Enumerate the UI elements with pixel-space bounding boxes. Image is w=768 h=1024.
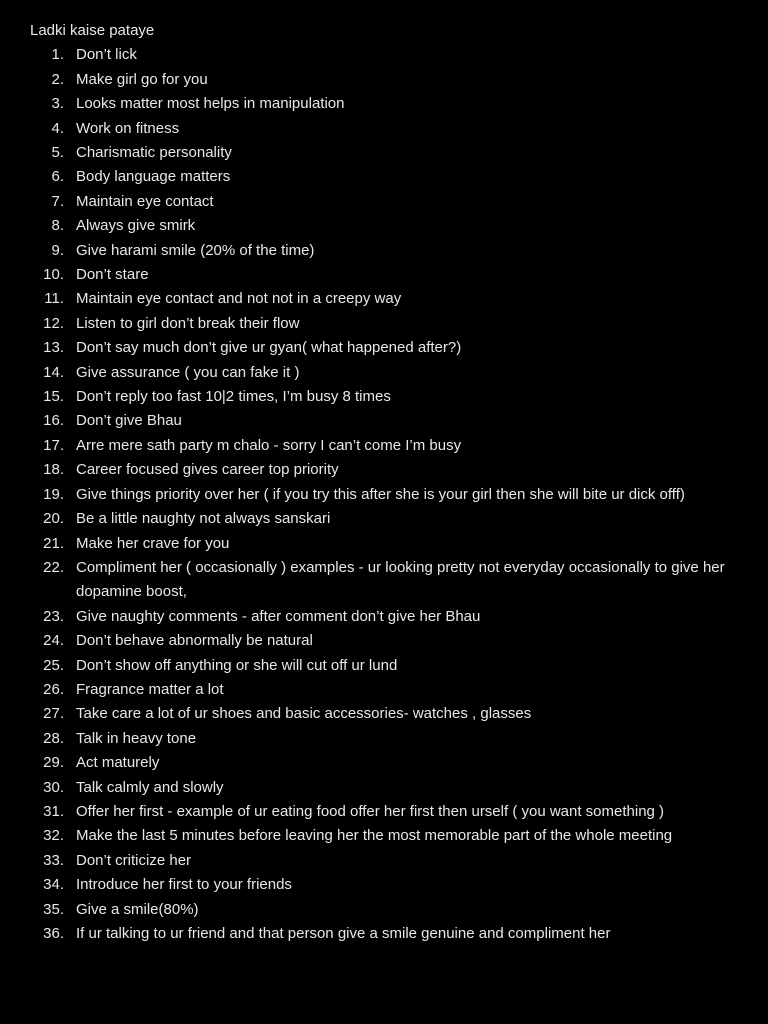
list-item-text: Give things priority over her ( if you try this after she is your girl then she will bite ur dick offf): [76, 485, 685, 503]
list-item[interactable]: [0, 776, 768, 800]
list-item-number: 21.: [43, 534, 64, 552]
list-item[interactable]: [0, 68, 768, 92]
list-item-number: 24.: [43, 632, 64, 650]
list-item-number: 25.: [43, 656, 64, 674]
list-item-number: 31.: [43, 802, 64, 820]
list-item-text: Give a smile(80%): [76, 900, 199, 918]
list-item[interactable]: [0, 898, 768, 922]
list-item[interactable]: [0, 873, 768, 897]
note-title[interactable]: Ladki kaise pataye: [30, 22, 155, 39]
list-item-text: Looks matter most helps in manipulation: [76, 95, 345, 113]
list-item-number: 27.: [43, 705, 64, 723]
list-item[interactable]: [0, 507, 768, 531]
list-item-number: 13.: [43, 339, 64, 357]
list-item-text: Be a little naughty not always sanskari: [76, 510, 331, 528]
list-item-number: 30.: [43, 778, 64, 796]
list-item[interactable]: [0, 483, 768, 507]
list-item[interactable]: [0, 678, 768, 702]
list-item-number: 26.: [43, 680, 64, 698]
list-item-number: 23.: [43, 607, 64, 625]
list-item-text: Compliment her ( occasionally ) examples - ur looking pretty not everyday occasionally to give her dopamine boost,: [76, 558, 725, 601]
list-item[interactable]: [0, 458, 768, 482]
list-item[interactable]: [0, 849, 768, 873]
list-item-text: Talk calmly and slowly: [76, 778, 224, 796]
list-item-text: Act maturely: [76, 754, 160, 772]
list-item[interactable]: [0, 532, 768, 556]
list-item-text: Give assurance ( you can fake it ): [76, 363, 300, 381]
list-item[interactable]: [0, 263, 768, 287]
list-item[interactable]: [0, 629, 768, 653]
list-item-number: 11.: [44, 290, 64, 308]
list-item-text: Body language matters: [76, 168, 231, 186]
list-item[interactable]: [0, 312, 768, 336]
list-item-text: Don’t lick: [76, 46, 137, 64]
list-item-text: Listen to girl don’t break their flow: [76, 314, 300, 332]
list-item-number: 22.: [43, 558, 64, 576]
list-item-number: 33.: [43, 851, 64, 869]
list-item-number: 8.: [51, 217, 64, 235]
list-item[interactable]: [0, 385, 768, 409]
list-item-text: Give harami smile (20% of the time): [76, 241, 315, 259]
list-item[interactable]: [0, 214, 768, 238]
list-item-number: 16.: [43, 412, 64, 430]
list-item[interactable]: [0, 654, 768, 678]
list-item[interactable]: [0, 434, 768, 458]
list-item[interactable]: [0, 287, 768, 311]
list-item-number: 17.: [43, 436, 64, 454]
list-item-number: 34.: [43, 876, 64, 894]
list-item[interactable]: [0, 239, 768, 263]
list-item-text: Introduce her first to your friends: [76, 876, 292, 894]
list-item-text: Don’t show off anything or she will cut off ur lund: [76, 656, 398, 674]
list-item-text: Fragrance matter a lot: [76, 680, 224, 698]
list-item[interactable]: [0, 336, 768, 360]
list-item-number: 9.: [51, 241, 64, 259]
list-item-text: Make girl go for you: [76, 70, 208, 88]
list-item-number: 20.: [43, 510, 64, 528]
list-item-text: Give naughty comments - after comment don’t give her Bhau: [76, 607, 481, 625]
list-item-text: Make the last 5 minutes before leaving her the most memorable part of the whole meeting: [76, 827, 673, 845]
list-item-text: Always give smirk: [76, 217, 196, 235]
list-item[interactable]: [0, 824, 768, 848]
list-item-number: 36.: [43, 925, 64, 943]
list-item-number: 2.: [51, 70, 64, 88]
list-item-number: 7.: [51, 192, 64, 210]
list-item-number: 28.: [43, 729, 64, 747]
list-item[interactable]: [0, 556, 768, 605]
list-item-number: 3.: [51, 95, 64, 113]
list-item-text: Don’t say much don’t give ur gyan( what happened after?): [76, 339, 462, 357]
list-item-number: 4.: [51, 119, 64, 137]
list-item-number: 29.: [43, 754, 64, 772]
list-item-text: Career focused gives career top priority: [76, 461, 339, 479]
list-item-number: 35.: [43, 900, 64, 918]
list-item[interactable]: [0, 605, 768, 629]
list-item[interactable]: [0, 361, 768, 385]
list-item-number: 5.: [51, 144, 64, 162]
list-item-text: Maintain eye contact and not not in a creepy way: [76, 290, 402, 308]
list-item-text: Take care a lot of ur shoes and basic accessories- watches , glasses: [76, 705, 532, 723]
list-item-text: Don’t stare: [76, 266, 149, 284]
list-item[interactable]: [0, 922, 768, 946]
list-item-text: Make her crave for you: [76, 534, 230, 552]
list-item[interactable]: [0, 190, 768, 214]
list-item-number: 14.: [43, 363, 64, 381]
list-item[interactable]: [0, 702, 768, 726]
list-item-number: 6.: [51, 168, 64, 186]
list-item-text: Don’t reply too fast 10|2 times, I’m busy 8 times: [76, 388, 391, 406]
list-item-number: 32.: [43, 827, 64, 845]
list-item-text: Don’t criticize her: [76, 851, 192, 869]
list-item-number: 19.: [43, 485, 64, 503]
list-item[interactable]: [0, 409, 768, 433]
list-item-text: If ur talking to ur friend and that person give a smile genuine and compliment her: [76, 925, 611, 943]
list-item[interactable]: [0, 117, 768, 141]
list-item[interactable]: [0, 800, 768, 824]
numbered-list: [0, 43, 768, 946]
list-item[interactable]: [0, 727, 768, 751]
list-item-number: 15.: [43, 388, 64, 406]
list-item-number: 12.: [43, 314, 64, 332]
list-item-text: Talk in heavy tone: [76, 729, 197, 747]
list-item-text: Don’t behave abnormally be natural: [76, 632, 313, 650]
list-item[interactable]: [0, 92, 768, 116]
list-item-number: 10.: [43, 266, 64, 284]
list-item[interactable]: [0, 43, 768, 67]
list-item[interactable]: [0, 165, 768, 189]
list-item-text: Work on fitness: [76, 119, 180, 137]
list-item-text: Charismatic personality: [76, 144, 232, 162]
list-item-text: Maintain eye contact: [76, 192, 214, 210]
list-item-text: Offer her first - example of ur eating food offer her first then urself ( you want something ): [76, 802, 665, 820]
list-item-text: Arre mere sath party m chalo - sorry I can’t come I’m busy: [76, 436, 462, 454]
list-item[interactable]: [0, 751, 768, 775]
list-item[interactable]: [0, 141, 768, 165]
list-item-number: 18.: [43, 461, 64, 479]
list-item-number: 1.: [51, 46, 64, 64]
list-item-text: Don’t give Bhau: [76, 412, 182, 430]
